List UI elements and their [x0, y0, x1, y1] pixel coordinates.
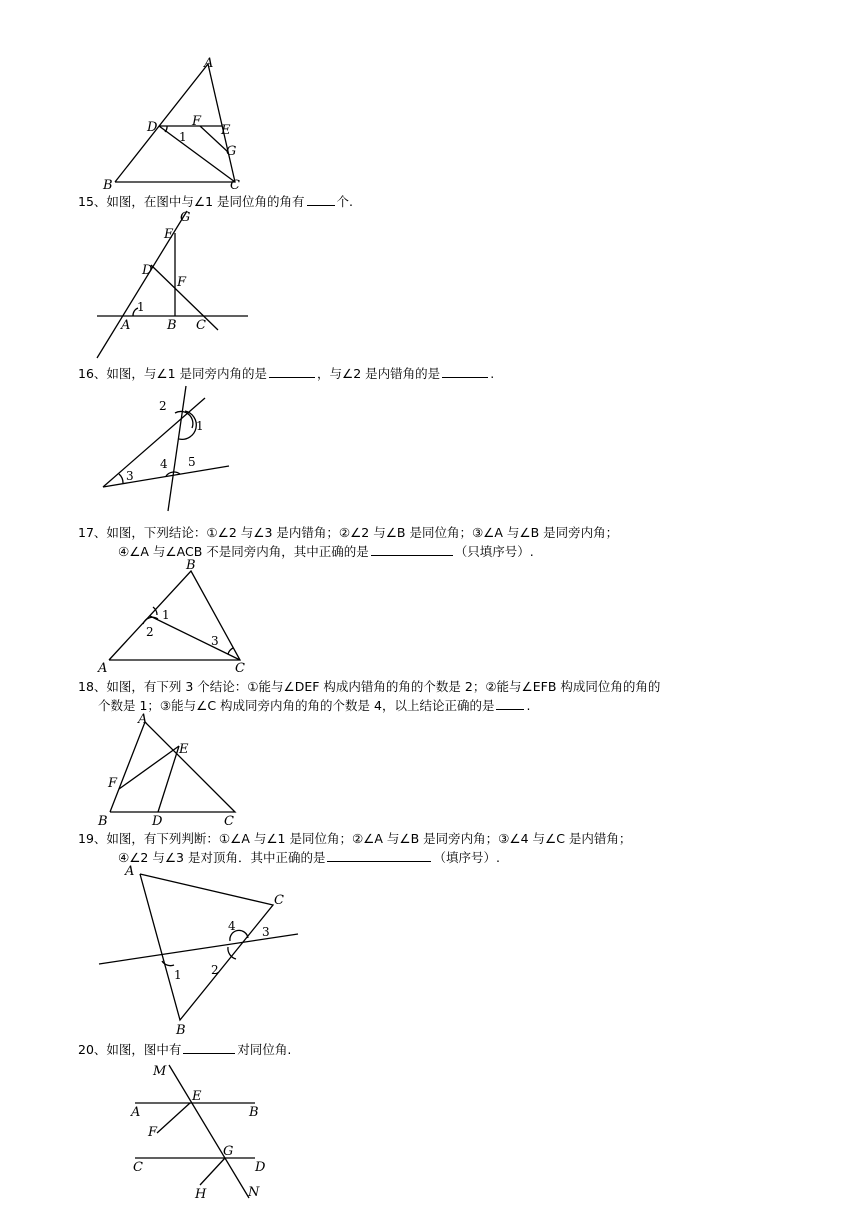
label-angle-4: 4	[228, 919, 236, 933]
question-number: 16、	[78, 366, 107, 381]
label-E: E	[192, 1089, 202, 1104]
figure-angles-1-to-5	[95, 383, 240, 513]
label-angle-1: 1	[174, 968, 182, 982]
label-D: D	[142, 263, 153, 278]
answer-blank[interactable]	[496, 696, 524, 710]
label-A: A	[138, 712, 148, 727]
label-angle-1: 1	[137, 300, 145, 314]
label-D: D	[255, 1160, 266, 1175]
label-angle-2: 2	[146, 625, 154, 639]
label-H: H	[195, 1187, 207, 1202]
label-F: F	[192, 114, 202, 129]
answer-blank[interactable]	[307, 192, 335, 206]
question-number: 15、	[78, 194, 107, 209]
label-E: E	[221, 123, 231, 138]
label-B: B	[103, 178, 113, 193]
label-angle-1: 1	[196, 419, 204, 433]
label-A: A	[131, 1105, 141, 1120]
label-N: N	[248, 1185, 260, 1200]
answer-blank-1[interactable]	[269, 364, 315, 378]
label-angle-1: 1	[179, 130, 187, 144]
answer-blank-2[interactable]	[442, 364, 488, 378]
label-C: C	[230, 178, 240, 193]
label-D: D	[152, 814, 163, 829]
label-angle-1: 1	[162, 608, 170, 622]
label-C: C	[224, 814, 234, 829]
label-G: G	[226, 144, 237, 159]
figure-parallel-lines	[125, 1060, 275, 1210]
label-M: M	[153, 1064, 167, 1079]
question-16: 16、如图，与∠1 是同旁内角的是 ，与∠2 是内错角的是 .	[78, 366, 495, 381]
label-F: F	[148, 1125, 158, 1140]
label-angle-3: 3	[211, 634, 219, 648]
label-E: E	[179, 742, 189, 757]
answer-blank[interactable]	[371, 542, 453, 556]
question-17: 17、如图，下列结论：①∠2 与∠3 是内错角；②∠2 与∠B 是同位角；③∠A 与∠B 是同旁内角； ④∠A 与∠ACB 不是同旁内角，其中正确的是 （只填序号）.	[78, 525, 619, 559]
figure-triangle-abc-angles	[95, 557, 255, 675]
label-A: A	[204, 56, 214, 71]
question-number: 18、	[78, 679, 107, 694]
label-C: C	[133, 1160, 143, 1175]
label-G: G	[223, 1144, 234, 1159]
label-C: C	[235, 661, 245, 676]
label-C: C	[274, 893, 284, 908]
figure-lines-angle-1	[90, 208, 260, 363]
question-15: 15、如图，在图中与∠1 是同位角的角有 个.	[78, 194, 354, 209]
label-D: D	[147, 120, 158, 135]
label-angle-2: 2	[159, 399, 167, 413]
label-B: B	[167, 318, 177, 333]
label-angle-5: 5	[188, 455, 196, 469]
label-B: B	[249, 1105, 259, 1120]
question-20: 20、如图，图中有 对同位角.	[78, 1042, 292, 1057]
question-number: 19、	[78, 831, 107, 846]
question-19: 19、如图，有下列判断：①∠A 与∠1 是同位角；②∠A 与∠B 是同旁内角；③∠4 与∠C 是内错角； ④∠2 与∠3 是对顶角．其中正确的是 （填序号）.	[78, 831, 632, 865]
answer-blank[interactable]	[183, 1040, 235, 1054]
label-G: G	[180, 210, 191, 225]
label-B: B	[186, 558, 196, 573]
label-C: C	[196, 318, 206, 333]
label-A: A	[121, 318, 131, 333]
figure-triangle-defg	[95, 52, 255, 192]
question-18: 18、如图，有下列 3 个结论：①能与∠DEF 构成内错角的角的个数是 2；②能与∠EFB 构成同位角的角的 个数是 1；③能与∠C 构成同旁内角的角的个数是 4，以上结论正确的是 .	[78, 679, 661, 713]
question-number: 17、	[78, 525, 107, 540]
label-angle-3: 3	[126, 469, 134, 483]
label-F: F	[177, 275, 187, 290]
label-angle-3: 3	[262, 925, 270, 939]
label-angle-4: 4	[160, 457, 168, 471]
question-number: 20、	[78, 1042, 107, 1057]
label-A: A	[125, 864, 135, 879]
label-F: F	[108, 776, 118, 791]
label-angle-2: 2	[211, 963, 219, 977]
figure-triangle-def	[95, 710, 245, 828]
label-A: A	[98, 661, 108, 676]
label-E: E	[164, 227, 174, 242]
label-B: B	[176, 1023, 186, 1038]
answer-blank[interactable]	[327, 848, 431, 862]
label-B: B	[98, 814, 108, 829]
figure-triangle-transversal	[92, 862, 307, 1037]
